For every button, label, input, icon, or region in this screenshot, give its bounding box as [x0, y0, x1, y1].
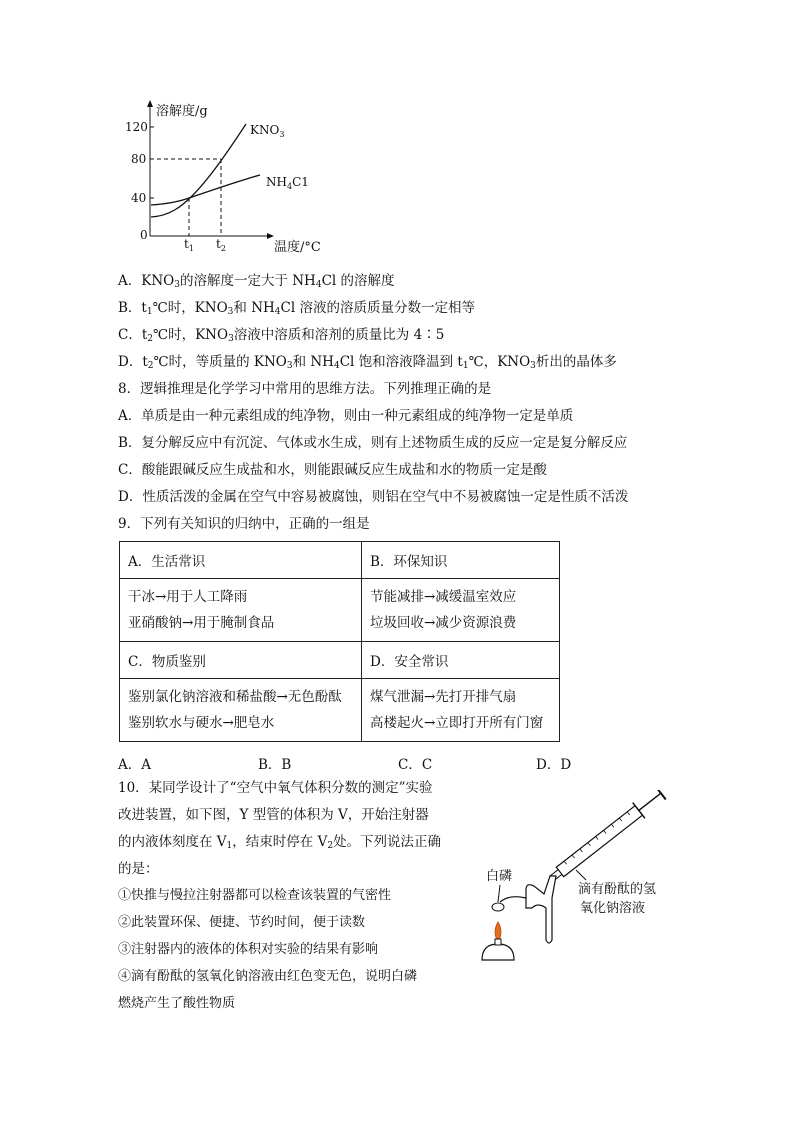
q8-option-d: D．性质活泼的金属在空气中容易被腐蚀，则铝在空气中不易被腐蚀一定是性质不活泼 — [118, 489, 629, 505]
label-solution-line-1: 滴有酚酞的氢 — [578, 882, 657, 897]
x-axis-arrow — [267, 233, 274, 239]
series-label-nh4cl: $NH_4C1$ — [266, 175, 309, 191]
solubility-chart — [120, 96, 340, 256]
x-tick-t1-text: t — [184, 237, 189, 251]
q7-option-d: D．$t_2℃$时，等质量的 $KNO_3$和 $NH_4Cl$ 饱和溶液降温到 $t_1℃$，$KNO_3$析出的晶体多 — [118, 354, 617, 371]
q9-table — [119, 541, 560, 742]
q8-stem: 8．逻辑推理是化学学习中常用的思维方法。下列推理正确的是 — [118, 381, 492, 397]
phosphorus-leader — [498, 885, 500, 902]
lamp-wick-holder — [495, 939, 501, 945]
y-axis-label: 溶解度/g — [156, 104, 208, 119]
q9-a-line-1: 干冰→用于人工降雨 — [128, 589, 248, 605]
q9-cell-a-head: A．生活常识 — [120, 542, 362, 579]
q10-statement-2: ②此装置环保、便捷、节约时间，便于读数 — [118, 915, 366, 930]
q10-statement-3: ③注射器内的液体的体积对实验的结果有影响 — [118, 942, 379, 957]
q10-statement-4: ④滴有酚酞的氢氧化钠溶液由红色变无色，说明白磷 — [118, 969, 418, 984]
q8-option-b: B．复分解反应中有沉淀、气体或水生成，则有上述物质生成的反应一定是复分解反应 — [118, 435, 628, 451]
series-label-kno3: $KNO_3$ — [250, 123, 285, 139]
x-tick-t2-text: t — [216, 237, 221, 251]
q9-d-line-2: 高楼起火→立即打开所有门窗 — [370, 715, 544, 731]
q9-cell-b-head: B．环保知识 — [362, 542, 560, 579]
q9-cell-b-body — [362, 579, 560, 642]
y-tick-label-120: 120 — [125, 120, 148, 134]
q7-option-a: A．$KNO_3$的溶解度一定大于 $NH_4Cl$ 的溶解度 — [118, 273, 395, 290]
q9-a-line-2: 亚硝酸钠→用于腌制食品 — [128, 615, 275, 631]
q9-c-line-2: 鉴别软水与硬水→肥皂水 — [128, 715, 275, 731]
q10-line-4: 的是： — [118, 861, 159, 877]
q9-option-a: A．A — [118, 757, 151, 773]
y-tick-label-40: 40 — [131, 191, 147, 205]
q9-option-d: D．D — [536, 757, 572, 773]
q7-option-c: C．$t_2℃$时，$KNO_3$溶液中溶质和溶剂的质量比为 4∶5 — [118, 327, 445, 344]
q9-cell-c-body — [120, 679, 362, 742]
q9-stem: 9．下列有关知识的归纳中，正确的一组是 — [118, 516, 370, 532]
q9-cell-c-head: C．物质鉴别 — [120, 642, 362, 679]
syringe-plunger-end — [656, 790, 666, 799]
label-white-phosphorus: 白磷 — [486, 869, 513, 884]
q9-b-line-2: 垃圾回收→减少资源浪费 — [370, 615, 517, 631]
q8-option-c: C．酸能跟碱反应生成盐和水，则能跟碱反应生成盐和水的物质一定是酸 — [118, 462, 547, 478]
x-axis-label: 温度/°C — [274, 240, 321, 255]
y-tube — [526, 876, 556, 943]
q9-d-line-1: 煤气泄漏→先打开排气扇 — [370, 689, 517, 705]
white-phosphorus — [492, 903, 504, 911]
q10-statement-1: ①快推与慢拉注射器都可以检查该装置的气密性 — [118, 888, 392, 903]
q9-cell-d-body — [362, 679, 560, 742]
y-tick-label-80: 80 — [131, 152, 147, 166]
q9-option-c: C．C — [398, 757, 433, 773]
q10-line-1: 10．某同学设计了“空气中氧气体积分数的测定”实验 — [118, 780, 433, 796]
q9-cell-d-head: D．安全常识 — [362, 642, 560, 679]
syringe-plunger — [639, 793, 661, 810]
q9-option-b: B．B — [258, 757, 292, 773]
q10-statement-5: 燃烧产生了酸性物质 — [118, 996, 236, 1011]
syringe-barrel — [556, 806, 642, 877]
nh4cl-curve — [151, 175, 260, 205]
x-tick-label-t1: $t_1$ — [184, 237, 194, 253]
y-tube-left-arm — [500, 897, 526, 902]
q10-line-3: 的内液体刻度在 $V_1$，结束时停在 $V_2$处。下列说法正确 — [118, 834, 442, 851]
q7-option-b: B．$t_1℃$时，$KNO_3$和 $NH_4Cl$ 溶液的溶质质量分数一定相等 — [118, 300, 475, 317]
y-axis-arrow — [147, 100, 153, 107]
q9-cell-a-body — [120, 579, 362, 642]
apparatus-figure — [468, 790, 668, 980]
q9-c-line-1: 鉴别氯化钠溶液和稀盐酸→无色酚酞 — [128, 689, 342, 705]
x-tick-label-t2: $t_2$ — [216, 237, 226, 253]
alcohol-lamp — [482, 944, 514, 960]
q9-b-line-1: 节能减排→减缓温室效应 — [370, 589, 517, 605]
label-solution-line-2: 氧化钠溶液 — [580, 901, 646, 916]
solution-leader — [576, 870, 586, 880]
q10-line-2: 改进装置，如下图，Y 型管的体积为 V，开始注射器 — [118, 807, 429, 823]
q8-option-a: A．单质是由一种元素组成的纯净物，则由一种元素组成的纯净物一定是单质 — [118, 408, 574, 424]
y-tick-label-0: 0 — [140, 228, 148, 242]
syringe — [546, 790, 667, 886]
